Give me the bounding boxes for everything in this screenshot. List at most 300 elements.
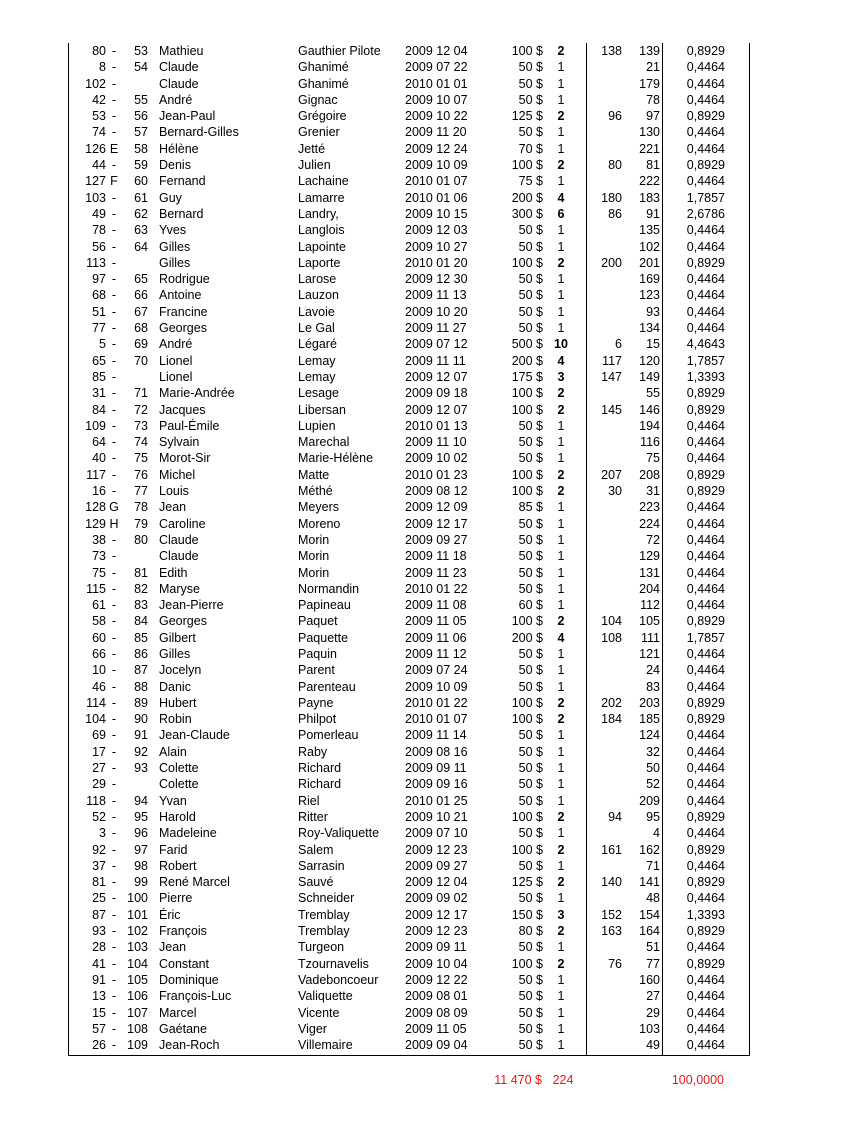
first-name: Paul-Émile	[159, 418, 220, 433]
range-start: 108	[601, 630, 622, 645]
donation-date: 2009 10 09	[405, 679, 468, 694]
donation-amount: 100 $	[511, 467, 543, 482]
entry-number: 10	[92, 663, 106, 678]
last-name: Raby	[298, 744, 328, 759]
table-row	[69, 59, 749, 75]
entry-number: 66	[92, 646, 106, 661]
percentage: 0,4464	[686, 304, 725, 319]
last-name: Payne	[298, 695, 334, 710]
percentage: 0,8929	[686, 924, 725, 939]
entry-letter: -	[111, 663, 117, 678]
range-start: 152	[601, 907, 622, 922]
last-name: Méthé	[298, 484, 333, 499]
donation-date: 2009 12 07	[405, 402, 468, 417]
donation-amount: 50 $	[518, 516, 543, 531]
share-quantity: 2	[557, 842, 565, 857]
range-start: 207	[601, 467, 622, 482]
table-row	[69, 760, 749, 776]
range-start: 138	[601, 44, 622, 58]
entry-number: 77	[92, 321, 106, 336]
donor-rank: 85	[134, 630, 148, 645]
entry-letter: -	[111, 858, 117, 873]
share-quantity: 6	[557, 206, 565, 221]
donation-amount: 125 $	[511, 109, 543, 124]
donation-date: 2009 12 09	[405, 500, 468, 515]
range-end: 134	[639, 321, 660, 336]
share-quantity: 4	[557, 353, 565, 368]
last-name: Meyers	[298, 500, 339, 515]
first-name: Jocelyn	[159, 663, 202, 678]
donation-amount: 50 $	[518, 646, 543, 661]
first-name: Rodrigue	[159, 272, 210, 287]
first-name: Jean-Claude	[159, 728, 230, 743]
entry-letter: -	[111, 972, 117, 987]
percentage: 0,8929	[686, 109, 725, 124]
first-name: Claude	[159, 549, 199, 564]
entry-letter: -	[111, 223, 117, 238]
donation-amount: 50 $	[518, 761, 543, 776]
range-end: 93	[646, 304, 660, 319]
share-quantity: 1	[557, 1005, 565, 1020]
entry-number: 87	[92, 907, 106, 922]
last-name: Tzournavelis	[298, 956, 369, 971]
donation-date: 2009 10 07	[405, 92, 468, 107]
range-end: 97	[646, 109, 660, 124]
range-end: 55	[646, 386, 660, 401]
share-quantity: 1	[557, 679, 565, 694]
donation-date: 2009 10 09	[405, 158, 468, 173]
donation-amount: 200 $	[511, 630, 543, 645]
table-row	[69, 1037, 749, 1053]
table-row	[69, 842, 749, 858]
donation-amount: 50 $	[518, 728, 543, 743]
entry-number: 15	[92, 1005, 106, 1020]
entry-number: 114	[86, 695, 106, 710]
entry-letter: -	[111, 809, 117, 824]
last-name: Langlois	[298, 223, 345, 238]
table-row	[69, 662, 749, 678]
first-name: Pierre	[159, 891, 193, 906]
donation-amount: 100 $	[511, 402, 543, 417]
entry-letter: -	[111, 875, 117, 890]
entry-number: 42	[92, 92, 106, 107]
entry-letter: -	[111, 956, 117, 971]
entry-letter: -	[111, 402, 117, 417]
last-name: Lavoie	[298, 304, 335, 319]
first-name: Louis	[159, 484, 189, 499]
table-row	[69, 597, 749, 613]
donation-amount: 300 $	[511, 206, 543, 221]
donor-rank: 99	[134, 875, 148, 890]
donation-amount: 50 $	[518, 989, 543, 1004]
last-name: Marie-Hélène	[298, 451, 374, 466]
first-name: Caroline	[159, 516, 206, 531]
donation-amount: 50 $	[518, 60, 543, 75]
range-end: 21	[646, 60, 660, 75]
percentage: 0,4464	[686, 565, 725, 580]
percentage: 0,8929	[686, 402, 725, 417]
table-row	[69, 679, 749, 695]
first-name: Jean-Pierre	[159, 598, 224, 613]
donor-rank: 74	[134, 435, 148, 450]
donor-rank: 95	[134, 809, 148, 824]
donor-rank: 55	[134, 92, 148, 107]
donation-date: 2010 01 06	[405, 190, 468, 205]
entry-number: 52	[92, 809, 106, 824]
first-name: André	[159, 92, 193, 107]
entry-number: 115	[86, 581, 106, 596]
share-quantity: 1	[557, 565, 565, 580]
first-name: Colette	[159, 761, 199, 776]
range-end: 77	[646, 956, 660, 971]
table-row	[69, 972, 749, 988]
range-start: 94	[608, 809, 622, 824]
entry-number: 5	[99, 337, 106, 352]
last-name: Villemaire	[298, 1038, 353, 1053]
donor-rank: 69	[134, 337, 148, 352]
percentage: 1,3393	[686, 907, 725, 922]
donation-date: 2009 11 11	[405, 353, 466, 368]
donation-date: 2009 08 09	[405, 1005, 468, 1020]
entry-letter: -	[111, 679, 117, 694]
table-row	[69, 988, 749, 1004]
entry-letter: -	[111, 353, 117, 368]
entry-number: 104	[85, 712, 106, 727]
last-name: Vicente	[298, 1005, 340, 1020]
donation-date: 2010 01 22	[405, 581, 468, 596]
first-name: Yvan	[159, 793, 187, 808]
donation-amount: 50 $	[518, 239, 543, 254]
first-name: Robin	[159, 712, 192, 727]
first-name: Georges	[159, 614, 207, 629]
entry-number: 74	[92, 125, 106, 140]
donation-date: 2009 11 10	[405, 435, 467, 450]
share-quantity: 1	[557, 891, 565, 906]
share-quantity: 2	[557, 158, 565, 173]
first-name: Fernand	[159, 174, 206, 189]
first-name: Gilbert	[159, 630, 196, 645]
entry-letter: -	[111, 565, 117, 580]
share-quantity: 2	[557, 614, 565, 629]
table-row	[69, 190, 749, 206]
entry-number: 78	[92, 223, 106, 238]
table-row	[69, 108, 749, 124]
donation-amount: 100 $	[511, 484, 543, 499]
range-end: 221	[639, 141, 660, 156]
percentage: 0,8929	[686, 255, 725, 270]
table-row	[69, 385, 749, 401]
last-name: Lapointe	[298, 239, 346, 254]
share-quantity: 1	[557, 1021, 565, 1036]
donor-table	[68, 43, 750, 1056]
entry-number: 57	[92, 1021, 106, 1036]
table-row	[69, 271, 749, 287]
donation-date: 2010 01 22	[405, 695, 468, 710]
range-start: 104	[601, 614, 622, 629]
last-name: Richard	[298, 777, 342, 792]
entry-number: 60	[92, 630, 106, 645]
range-end: 95	[646, 809, 660, 824]
last-name: Sauvé	[298, 875, 334, 890]
range-end: 135	[639, 223, 660, 238]
donation-date: 2009 12 04	[405, 875, 468, 890]
donor-rank: 93	[134, 761, 148, 776]
share-quantity: 3	[557, 907, 565, 922]
donor-rank: 103	[127, 940, 148, 955]
range-end: 201	[639, 255, 660, 270]
last-name: Paquin	[298, 646, 337, 661]
table-row	[69, 956, 749, 972]
donation-date: 2010 01 20	[405, 255, 468, 270]
range-end: 131	[639, 565, 660, 580]
last-name: Roy-Valiquette	[298, 826, 380, 841]
donor-rank: 89	[134, 695, 148, 710]
entry-number: 31	[92, 386, 106, 401]
donor-rank: 80	[134, 532, 148, 547]
entry-number: 25	[92, 891, 106, 906]
entry-letter: -	[111, 109, 117, 124]
share-quantity: 2	[557, 402, 565, 417]
table-row	[69, 744, 749, 760]
donation-date: 2009 12 23	[405, 924, 468, 939]
donor-rank: 90	[134, 712, 148, 727]
table-row	[69, 809, 749, 825]
donation-date: 2009 11 20	[405, 125, 467, 140]
donor-rank: 106	[127, 989, 148, 1004]
last-name: Moreno	[298, 516, 341, 531]
share-quantity: 1	[557, 826, 565, 841]
donation-date: 2009 09 27	[405, 858, 468, 873]
share-quantity: 2	[557, 924, 565, 939]
table-row	[69, 825, 749, 841]
first-name: Lionel	[159, 369, 193, 384]
range-end: 49	[646, 1038, 660, 1053]
entry-letter: -	[111, 630, 117, 645]
percentage: 0,4464	[686, 858, 725, 873]
donation-date: 2009 09 11	[405, 940, 467, 955]
percentage: 0,4464	[686, 777, 725, 792]
first-name: Sylvain	[159, 435, 200, 450]
entry-number: 117	[86, 467, 106, 482]
donor-rank: 107	[127, 1005, 148, 1020]
share-quantity: 1	[557, 744, 565, 759]
donation-amount: 50 $	[518, 972, 543, 987]
entry-letter: -	[111, 581, 117, 596]
entry-number: 91	[92, 972, 106, 987]
range-end: 160	[639, 972, 660, 987]
donation-date: 2010 01 13	[405, 418, 468, 433]
entry-letter: -	[111, 288, 117, 303]
donor-rank: 76	[134, 467, 148, 482]
donation-date: 2009 11 08	[405, 598, 467, 613]
donation-date: 2009 10 22	[405, 109, 468, 124]
percentage: 0,4464	[686, 679, 725, 694]
range-start: 6	[615, 337, 622, 352]
entry-number: 3	[99, 826, 106, 841]
donation-amount: 50 $	[518, 793, 543, 808]
donor-rank: 73	[134, 418, 148, 433]
donation-amount: 50 $	[518, 565, 543, 580]
share-quantity: 2	[557, 386, 565, 401]
last-name: Tremblay	[298, 924, 350, 939]
last-name: Julien	[298, 158, 331, 173]
percentage: 1,7857	[686, 630, 725, 645]
percentage: 0,4464	[686, 728, 725, 743]
range-end: 208	[639, 467, 660, 482]
percentage: 0,4464	[686, 940, 725, 955]
last-name: Matte	[298, 467, 330, 482]
percentage: 0,4464	[686, 581, 725, 596]
entry-number: 49	[92, 206, 106, 221]
table-row	[69, 499, 749, 515]
range-end: 204	[639, 581, 660, 596]
donation-date: 2009 12 23	[405, 842, 468, 857]
percentage: 0,4464	[686, 1005, 725, 1020]
share-quantity: 1	[557, 239, 565, 254]
range-end: 75	[646, 451, 660, 466]
range-end: 183	[639, 190, 660, 205]
range-end: 222	[639, 174, 660, 189]
last-name: Riel	[298, 793, 320, 808]
first-name: Antoine	[159, 288, 202, 303]
last-name: Lemay	[298, 369, 336, 384]
share-quantity: 1	[557, 92, 565, 107]
donation-amount: 50 $	[518, 940, 543, 955]
percentage: 0,4464	[686, 125, 725, 140]
donation-amount: 50 $	[518, 891, 543, 906]
first-name: Bernard	[159, 206, 204, 221]
entry-letter: -	[111, 924, 117, 939]
table-row	[69, 369, 749, 385]
donation-date: 2010 01 07	[405, 174, 468, 189]
donation-amount: 75 $	[518, 174, 543, 189]
entry-letter: -	[111, 532, 117, 547]
donation-date: 2009 10 15	[405, 206, 468, 221]
range-start: 96	[608, 109, 622, 124]
donation-amount: 100 $	[511, 386, 543, 401]
donation-date: 2009 11 12	[405, 646, 467, 661]
table-row	[69, 43, 749, 59]
entry-number: 16	[92, 484, 106, 499]
table-row	[69, 124, 749, 140]
first-name: Gilles	[159, 255, 191, 270]
donation-amount: 100 $	[511, 712, 543, 727]
entry-number: 84	[92, 402, 106, 417]
first-name: Dominique	[159, 972, 219, 987]
first-name: Gilles	[159, 646, 191, 661]
share-quantity: 1	[557, 989, 565, 1004]
donation-amount: 50 $	[518, 125, 543, 140]
donation-amount: 50 $	[518, 435, 543, 450]
entry-number: 40	[92, 451, 106, 466]
donor-rank: 109	[127, 1038, 148, 1053]
entry-letter: -	[111, 435, 117, 450]
donor-rank: 101	[127, 907, 148, 922]
donation-amount: 80 $	[518, 924, 543, 939]
donation-date: 2009 12 24	[405, 141, 468, 156]
share-quantity: 1	[557, 532, 565, 547]
table-row	[69, 516, 749, 532]
donation-amount: 100 $	[511, 255, 543, 270]
share-quantity: 1	[557, 451, 565, 466]
percentage: 0,8929	[686, 386, 725, 401]
donation-amount: 50 $	[518, 1005, 543, 1020]
share-quantity: 1	[557, 972, 565, 987]
share-quantity: 1	[557, 500, 565, 515]
table-row	[69, 890, 749, 906]
percentage: 0,4464	[686, 516, 725, 531]
share-quantity: 1	[557, 288, 565, 303]
range-start: 180	[601, 190, 622, 205]
range-end: 129	[639, 549, 660, 564]
entry-letter: -	[111, 125, 117, 140]
table-row	[69, 776, 749, 792]
donation-amount: 50 $	[518, 1038, 543, 1053]
entry-letter: G	[109, 500, 119, 515]
donation-amount: 200 $	[511, 190, 543, 205]
first-name: Guy	[159, 190, 182, 205]
range-start: 80	[608, 158, 622, 173]
percentage: 4,4643	[686, 337, 725, 352]
donor-rank: 65	[134, 272, 148, 287]
last-name: Sarrasin	[298, 858, 345, 873]
table-row	[69, 255, 749, 271]
range-end: 50	[646, 761, 660, 776]
first-name: Claude	[159, 60, 199, 75]
last-name: Ghanimé	[298, 60, 349, 75]
table-row	[69, 874, 749, 890]
donor-rank: 97	[134, 842, 148, 857]
table-row	[69, 548, 749, 564]
donor-rank: 96	[134, 826, 148, 841]
percentage: 0,8929	[686, 467, 725, 482]
entry-number: 13	[92, 989, 106, 1004]
table-row	[69, 418, 749, 434]
percentage: 0,4464	[686, 288, 725, 303]
entry-number: 68	[92, 288, 106, 303]
donation-amount: 50 $	[518, 663, 543, 678]
range-end: 139	[639, 44, 660, 58]
last-name: Papineau	[298, 598, 351, 613]
donation-amount: 50 $	[518, 581, 543, 596]
first-name: François	[159, 924, 207, 939]
donation-amount: 50 $	[518, 826, 543, 841]
donor-rank: 108	[127, 1021, 148, 1036]
first-name: Yves	[159, 223, 187, 238]
donor-rank: 94	[134, 793, 148, 808]
percentage: 0,4464	[686, 761, 725, 776]
total-amount: 11 470 $	[494, 1073, 542, 1087]
donation-amount: 100 $	[511, 695, 543, 710]
entry-number: 53	[92, 109, 106, 124]
last-name: Morin	[298, 532, 330, 547]
entry-number: 64	[92, 435, 106, 450]
entry-number: 113	[86, 255, 106, 270]
last-name: Gauthier Pilote	[298, 44, 381, 58]
first-name: Jean-Paul	[159, 109, 216, 124]
donation-amount: 50 $	[518, 304, 543, 319]
donation-date: 2010 01 23	[405, 467, 468, 482]
entry-letter: -	[111, 451, 117, 466]
share-quantity: 1	[557, 223, 565, 238]
range-start: 202	[601, 695, 622, 710]
first-name: Constant	[159, 956, 210, 971]
range-end: 224	[639, 516, 660, 531]
last-name: Schneider	[298, 891, 355, 906]
entry-number: 80	[92, 44, 106, 58]
table-row	[69, 532, 749, 548]
entry-letter: -	[111, 272, 117, 287]
